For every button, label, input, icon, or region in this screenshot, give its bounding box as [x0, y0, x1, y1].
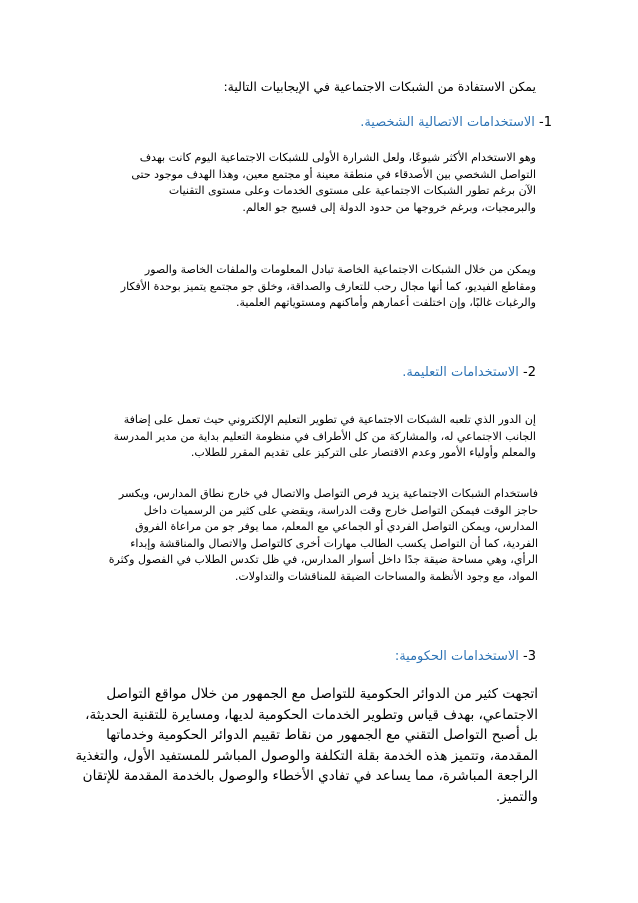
- paragraph-line: اتجهت كثير من الدوائر الحكومية للتواصل مع الجمهور من خلال مواقع التواصل: [106, 686, 538, 702]
- paragraph-line: الآن برغم تطور الشبكات الاجتماعية على مستوى الخدمات وعلى مستوى التقنيات: [168, 184, 536, 197]
- section-2-heading: [36, 364, 536, 382]
- section-3-title: الاستخدامات الحكومية:: [394, 649, 519, 664]
- section-1-title: الاستخدامات الاتصالية الشخصية.: [360, 115, 535, 130]
- section-1-paragraph-1: [96, 150, 536, 216]
- paragraph-line: ومقاطع الفيديو، كما أنها مجال رحب للتعارف والصداقة، وخلق جو مجتمع يتميز بوحدة الأفكار: [120, 279, 536, 293]
- paragraph-line: المقدمة، وتتميز هذه الخدمة بقلة التكلفة والوصول المباشر للمستفيد الأول، والتغذية: [75, 747, 538, 764]
- paragraph-line: بل أصبح التواصل التقني مع الجمهور من نقاط تقييم الدوائر الحكومية وخدماتها: [106, 727, 538, 743]
- paragraph-line: ويمكن من خلال الشبكات الاجتماعية الخاصة تبادل المعلومات والملفات الخاصة والصور: [144, 263, 536, 276]
- paragraph-line: التواصل الشخصي بين الأصدقاء في منطقة معينة أو مجتمع معين، وهذا الهدف موجود حتى: [131, 167, 536, 181]
- intro-line: يمكن الاستفادة من الشبكات الاجتماعية في الإيجابيات التالية:: [223, 79, 536, 94]
- paragraph-line: والبرمجيات، وبرغم خروجها من حدود الدولة إلى فسيح جو العالم.: [242, 200, 536, 214]
- paragraph-line: الاجتماعي، بهدف قياس وتطوير الخدمات الحكومية لديها، ومسايرة للتقنية الحديثة،: [85, 706, 538, 723]
- section-2-number: 2-: [523, 365, 536, 380]
- paragraph-line: والمعلم وأولياء الأمور وعدم الاقتصار على التركيز على تقديم المقرر للطلاب.: [190, 446, 536, 459]
- paragraph-line: المواد، مع وجود الأنظمة والمساحات الضيقة للمناقشات والتداولات.: [234, 569, 538, 583]
- paragraph-line: والتميز.: [495, 788, 538, 805]
- paragraph-line: الراجعة المباشرة، مما يساعد في تفادي الأخطاء والوصول بالخدمة المقدمة للإتقان: [82, 768, 538, 784]
- section-1-paragraph-2: [16, 262, 536, 312]
- section-2-paragraph-1: [26, 412, 536, 462]
- section-1-number: 1-: [539, 115, 552, 130]
- section-1-heading: [52, 114, 552, 132]
- section-3-number: 3-: [523, 649, 536, 664]
- section-2-paragraph-2: [13, 486, 538, 585]
- paragraph-line: حاجز الوقت فيمكن التواصل خارج وقت الدراسة، ويقضي على كثير من الرسميات داخل: [143, 503, 538, 517]
- intro-text: [36, 78, 536, 96]
- paragraph-line: إن الدور الذي تلعبه الشبكات الاجتماعية في تطوير التعليم الإلكتروني حيث تعمل على إضافة: [123, 413, 536, 426]
- paragraph-line: فاستخدام الشبكات الاجتماعية يزيد فرص التواصل والاتصال في خارج نطاق المدارس، ويكسر: [118, 487, 538, 500]
- section-2-title: الاستخدامات التعليمة.: [402, 365, 519, 380]
- paragraph-line: الجانب الاجتماعي له، والمشاركة من كل الأطراف في منظومة التعليم بداية من مدير المدرسة: [113, 429, 536, 443]
- section-3-heading: [36, 648, 536, 666]
- section-3-paragraph-1: [10, 684, 538, 807]
- paragraph-line: الرأي، وهي مساحة ضيقة جدًا داخل أسوار المدارس، في ظل تكدس الطلاب في الفصول وكثرة: [108, 553, 538, 566]
- paragraph-line: المدارس، ويمكن التواصل الفردي أو الجماعي مع المعلم، مما يوفر جو من مراعاة الفروق: [135, 520, 538, 533]
- paragraph-line: الفردية، كما أن التواصل يكسب الطالب مهارات أخرى كالتواصل والاتصال والمناقشة وإبداء: [130, 536, 538, 550]
- paragraph-line: والرغبات غالبًا، وإن اختلفت أعمارهم وأماكنهم ومستوياتهم العلمية.: [236, 296, 536, 309]
- paragraph-line: وهو الاستخدام الأكثر شيوعًا، ولعل الشرارة الأولى للشبكات الاجتماعية اليوم كانت بهدف: [139, 151, 536, 164]
